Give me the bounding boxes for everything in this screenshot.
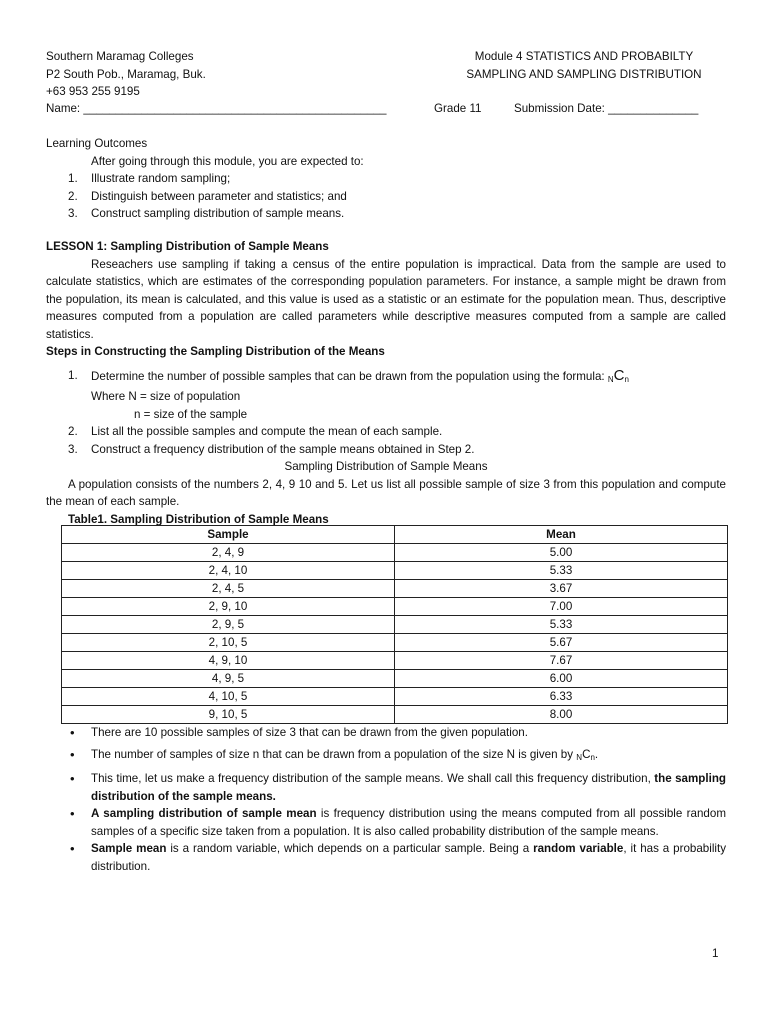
mean-cell: 5.33 (395, 616, 728, 634)
outcome-item (46, 188, 726, 206)
outcome-item (46, 205, 726, 223)
example-text: A population consists of the numbers 2, 4, 9 10 and 5. Let us list all possible sample of size 3 from this population and compute the mean of each sample. (46, 477, 726, 508)
note-C: C (582, 747, 591, 761)
step-number: 2. (68, 425, 78, 438)
note-item (46, 724, 726, 742)
note-bold: A sampling distribution of sample mean (91, 807, 317, 820)
submission-date-field[interactable]: Submission Date: ______________ (514, 102, 699, 115)
sample-cell: 2, 9, 10 (62, 598, 395, 616)
table-row (62, 688, 728, 706)
module-info (442, 48, 726, 83)
note-item (46, 746, 726, 767)
table-row (62, 670, 728, 688)
note-text: There are 10 possible samples of size 3 that can be drawn from the given population. (91, 726, 528, 739)
example-paragraph (46, 476, 726, 511)
lesson-paragraph (46, 256, 726, 344)
note-text: The number of samples of size n that can be drawn from a population of the size N is given by (91, 747, 574, 761)
outcome-number: 3. (68, 207, 78, 220)
note-sub-n: n (590, 752, 595, 762)
learning-outcomes (46, 135, 726, 223)
header-sample: Sample (62, 526, 395, 544)
sample-cell: 2, 4, 10 (62, 562, 395, 580)
step-item (46, 423, 726, 441)
where-N (46, 388, 726, 406)
sample-cell: 4, 9, 5 (62, 670, 395, 688)
table-row (62, 706, 728, 724)
table-row (62, 634, 728, 652)
note-period: . (594, 747, 599, 761)
table-row (62, 580, 728, 598)
outcome-number: 2. (68, 189, 78, 203)
table-row (62, 562, 728, 580)
sample-cell: 2, 10, 5 (62, 634, 395, 652)
table-row (62, 598, 728, 616)
mean-cell: 3.67 (395, 580, 728, 598)
sample-cell: 4, 10, 5 (62, 688, 395, 706)
outcomes-list (46, 170, 726, 223)
outcome-text: Distinguish between parameter and statistics; and (91, 189, 347, 203)
step-number: 1. (68, 368, 78, 382)
school-info (46, 48, 206, 101)
mean-cell: 7.67 (395, 652, 728, 670)
step-text: List all the possible samples and compute the mean of each sample. (91, 425, 443, 438)
note-bold: random variable (533, 842, 624, 855)
where-N-text: Where N = size of population (91, 390, 241, 403)
mean-cell: 7.00 (395, 598, 728, 616)
note-item (46, 805, 726, 840)
header-mean: Mean (395, 526, 728, 544)
note-sub-N: N (576, 752, 583, 762)
module-title: Module 4 STATISTICS AND PROBABILTY (474, 50, 694, 63)
steps-list (46, 367, 726, 459)
outcomes-intro: After going through this module, you are expected to: (91, 154, 364, 168)
formula-C: C (613, 366, 625, 384)
note-bold: Sample mean (91, 842, 167, 855)
outcome-text: Construct sampling distribution of sample means. (91, 207, 345, 220)
outcome-number: 1. (68, 172, 78, 185)
table-row (62, 652, 728, 670)
sample-cell: 2, 4, 5 (62, 580, 395, 598)
table-row (62, 544, 728, 562)
sample-cell: 9, 10, 5 (62, 706, 395, 724)
sampling-distribution-table (61, 525, 728, 724)
formula-sub-N: N (607, 374, 614, 384)
module-topic: SAMPLING AND SAMPLING DISTRIBUTION (466, 67, 702, 81)
school-phone: +63 953 255 9195 (46, 85, 140, 98)
school-address: P2 South Pob., Maramag, Buk. (46, 67, 206, 81)
page-number: 1 (712, 947, 719, 960)
table-row (62, 616, 728, 634)
outcome-text: Illustrate random sampling; (91, 172, 231, 185)
mean-cell: 5.33 (395, 562, 728, 580)
lesson-section (46, 238, 726, 528)
grade-label: Grade 11 (434, 102, 482, 115)
notes-section (46, 724, 726, 875)
table-header-row (62, 526, 728, 544)
table-caption: Table1. Sampling Distribution of Sample Means (68, 512, 329, 526)
sample-cell: 4, 9, 10 (62, 652, 395, 670)
mean-cell: 6.33 (395, 688, 728, 706)
sample-cell: 2, 9, 5 (62, 616, 395, 634)
sample-cell: 2, 4, 9 (62, 544, 395, 562)
step-text: Determine the number of possible samples that can be drawn from the population using the formula: (91, 369, 605, 383)
outcomes-title: Learning Outcomes (46, 137, 148, 150)
step-item (46, 441, 726, 459)
lesson-paragraph-text: Reseachers use sampling if taking a census of the entire population is impractical. Data from the sample are used to calculate statistics, which are estimates of the corresponding population parameters. For instance, a sample might be drawn from the population, its mean is calculated, and this value is used as a statistic or an estimate for the population mean. Thus, descriptive measures computed from a population are called parameters while descriptive measures computed from a sample are called statistics. (46, 257, 726, 341)
note-item (46, 840, 726, 875)
lesson-title: LESSON 1: Sampling Distribution of Sample Means (46, 240, 329, 253)
example-title: Sampling Distribution of Sample Means (284, 460, 488, 473)
mean-cell: 5.67 (395, 634, 728, 652)
note-text: is frequency distribution using the means computed from all possible random samples of a specific size taken from a population. It is also called probability distribution of the sample means. (91, 807, 726, 838)
note-text: This time, let us make a frequency distribution of the sample means. We shall call this frequency distribution, (91, 772, 651, 785)
name-field[interactable]: Name: _______________________________________________ (46, 102, 387, 115)
where-n-text: n = size of the sample (134, 407, 248, 421)
where-n (46, 406, 726, 424)
mean-cell: 5.00 (395, 544, 728, 562)
mean-cell: 8.00 (395, 706, 728, 724)
notes-list (46, 724, 726, 875)
step-number: 3. (68, 442, 78, 456)
steps-title: Steps in Constructing the Sampling Distribution of the Means (46, 345, 385, 358)
note-text: is a random variable, which depends on a particular sample. Being a (170, 842, 530, 855)
school-name: Southern Maramag Colleges (46, 50, 194, 63)
mean-cell: 6.00 (395, 670, 728, 688)
outcome-item (46, 170, 726, 188)
step-item (46, 367, 726, 389)
note-bold: the sampling distribution of the sample means. (91, 772, 726, 803)
formula-sub-n: n (624, 374, 629, 384)
note-item (46, 770, 726, 805)
note-text: , it has a probability distribution. (91, 842, 727, 873)
step-text: Construct a frequency distribution of the sample means obtained in Step 2. (91, 442, 475, 456)
